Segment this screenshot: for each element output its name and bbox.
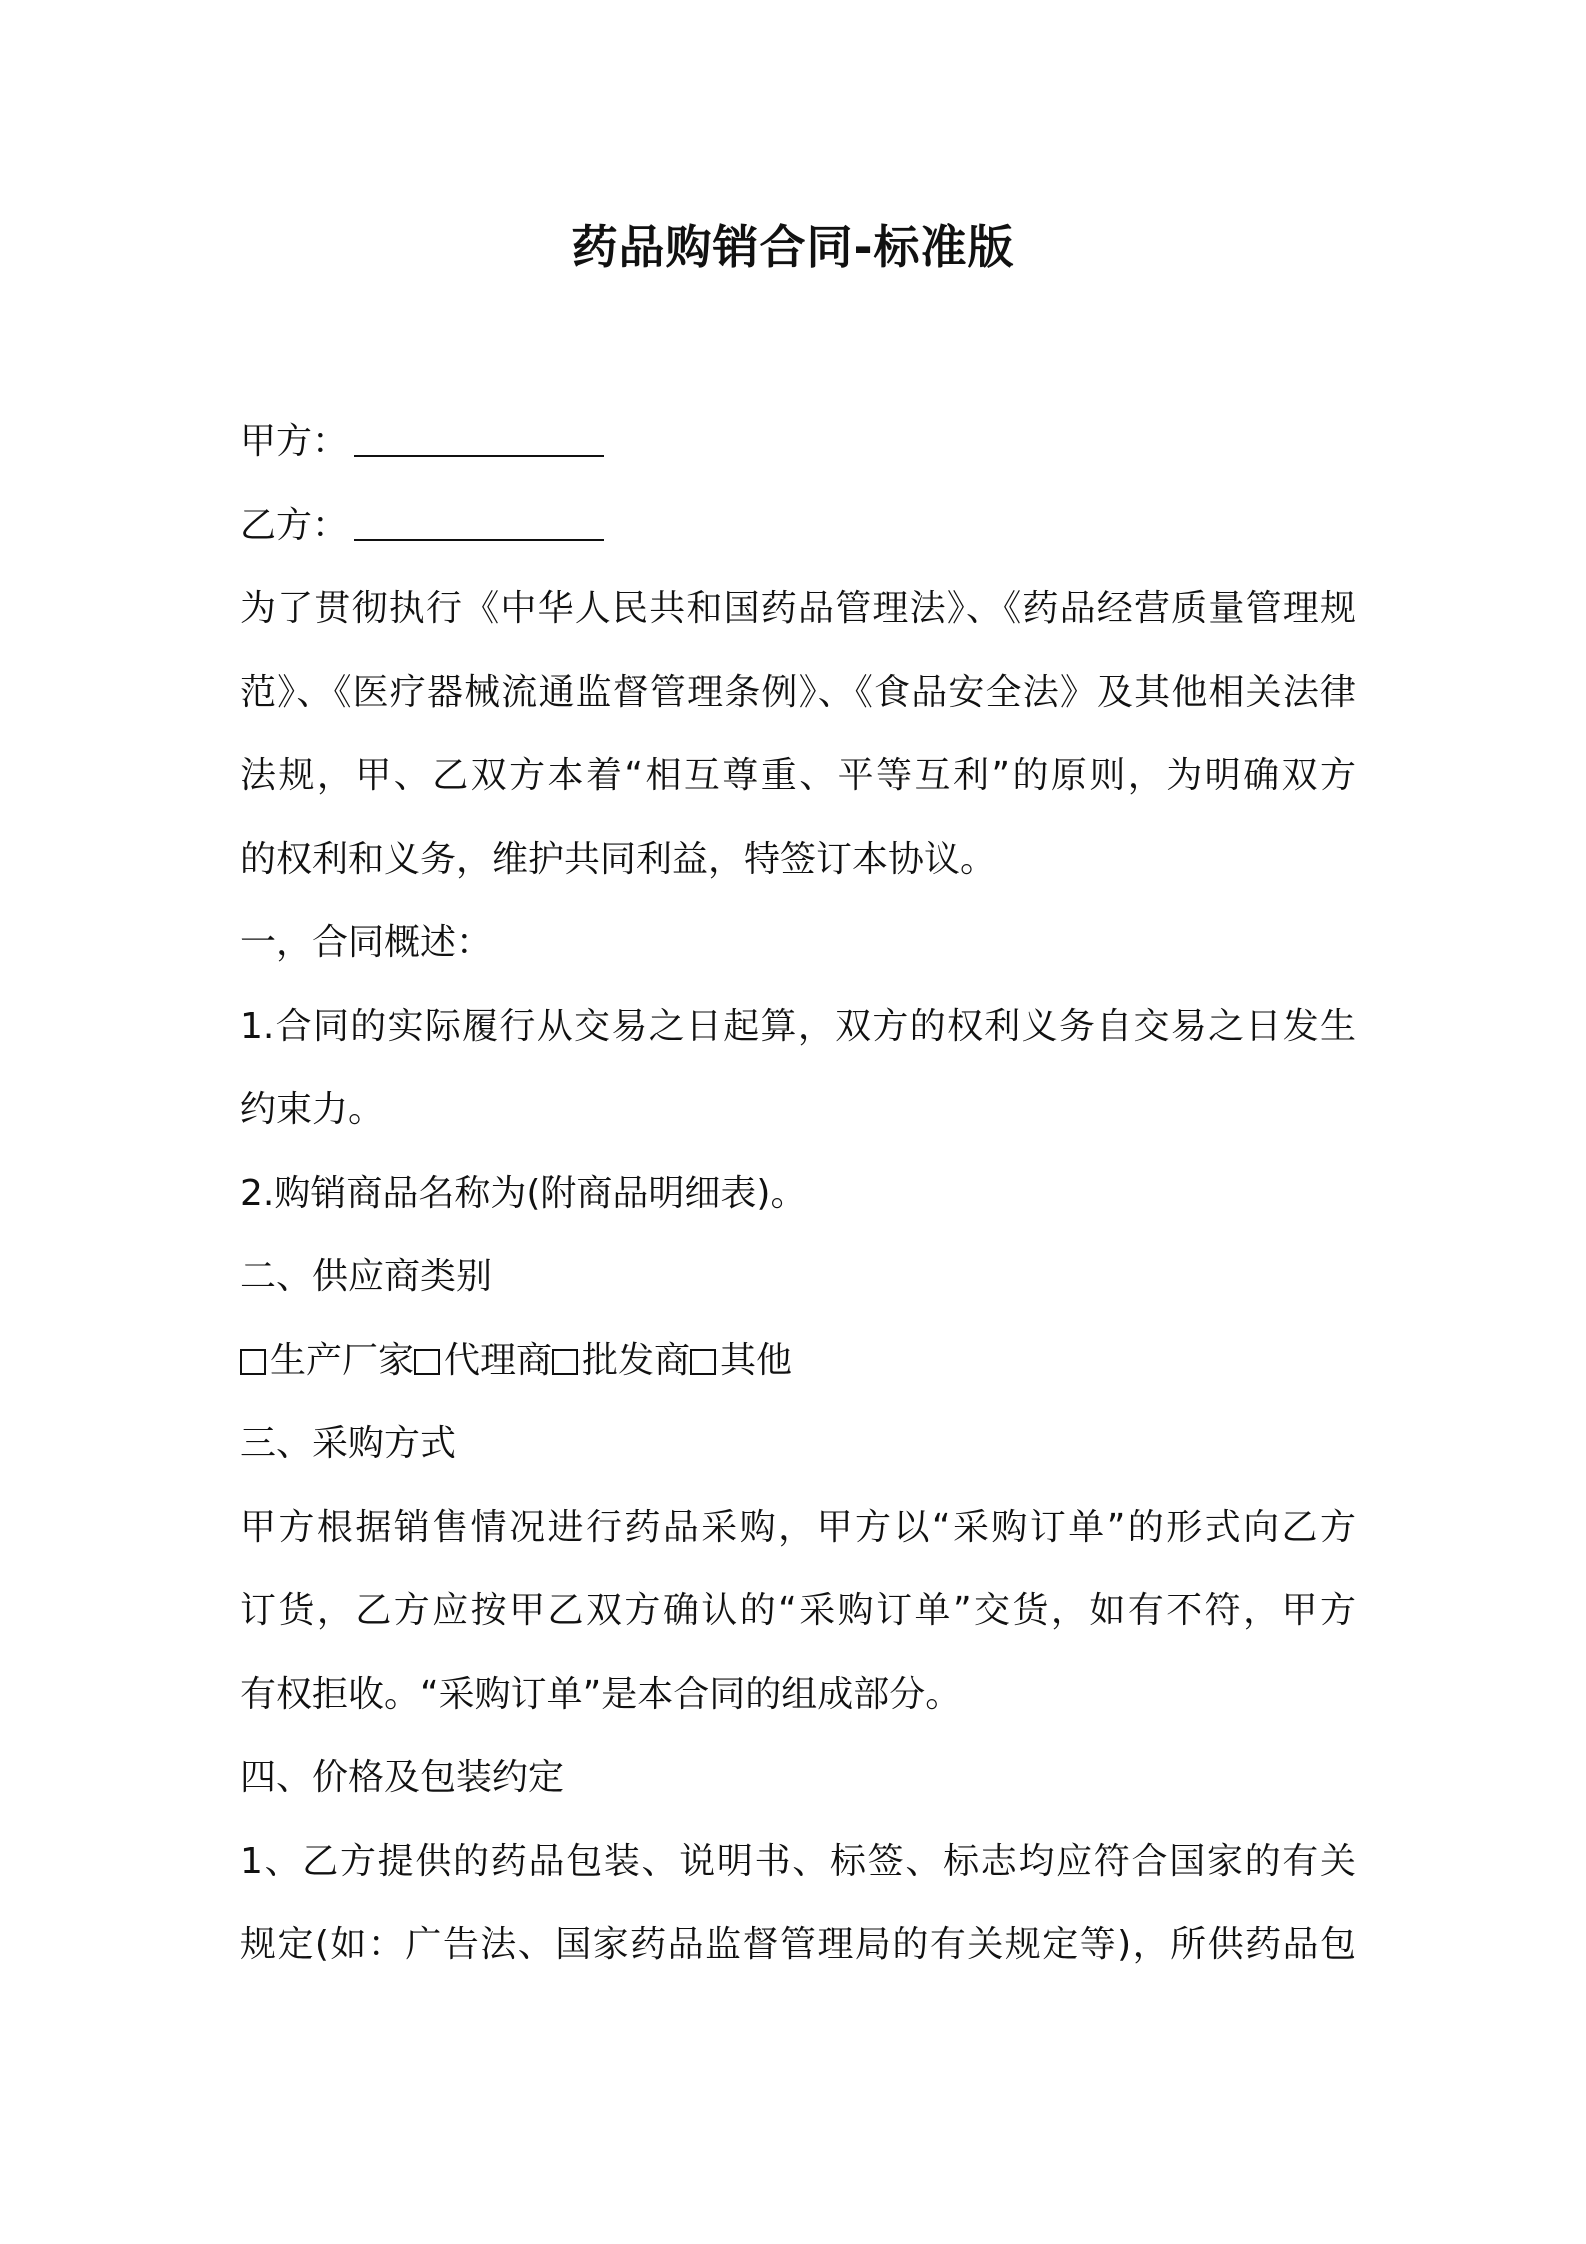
party-b-line [240,484,1356,568]
section-heading: 二、供应商类别 [240,1256,493,1297]
supplier-type-label: 其他 [720,1339,793,1381]
intro-line: 范》、《医疗器械流通监督管理条例》、《食品安全法》及其他相关法律 [240,671,1356,713]
supplier-type-label: 代理商 [444,1339,553,1381]
paragraph-line: 约束力。 [240,1089,385,1130]
paragraph-line: 订货，乙方应按甲乙双方确认的“采购订单”交货，如有不符，甲方 [240,1590,1356,1631]
paragraph-line: 1.合同的实际履行从交易之日起算，双方的权利义务自交易之日发生 [240,1005,1356,1047]
party-a-blank [354,421,604,457]
section-heading: 三、采购方式 [240,1423,457,1464]
paragraph-line: 规定(如：广告法、国家药品监督管理局的有关规定等)，所供药品包 [240,1924,1356,1965]
checkbox-agent[interactable] [414,1349,440,1375]
paragraph-line: 1、乙方提供的药品包装、说明书、标签、标志均应符合国家的有关 [240,1840,1356,1882]
supplier-type-label: 生产厂家 [270,1339,415,1381]
party-b-blank [354,505,604,541]
paragraph-line: 甲方根据销售情况进行药品采购，甲方以“采购订单”的形式向乙方 [240,1506,1356,1548]
document-body [240,400,1356,1987]
checkbox-manufacturer[interactable] [240,1349,266,1375]
document-title: 药品购销合同-标准版 [571,220,1015,274]
checkbox-wholesaler[interactable] [552,1349,578,1375]
section-heading: 一，合同概述： [240,922,493,963]
checkbox-other[interactable] [690,1349,716,1375]
party-a-label: 甲方： [240,421,349,462]
intro-line: 的权利和义务，维护共同利益，特签订本协议。 [240,838,997,880]
intro-line: 为了贯彻执行《中华人民共和国药品管理法》、《药品经营质量管理规 [240,588,1356,629]
section-heading: 四、价格及包装约定 [240,1757,565,1798]
party-b-label: 乙方： [240,504,349,546]
intro-line: 法规，甲、乙双方本着“相互尊重、平等互利”的原则，为明确双方 [240,755,1356,796]
paragraph-line: 有权拒收。“采购订单”是本合同的组成部分。 [240,1673,962,1715]
supplier-type-options [240,1319,1356,1403]
paragraph-line: 2.购销商品名称为(附商品明细表)。 [240,1172,807,1214]
supplier-type-label: 批发商 [582,1339,691,1381]
party-a-line [240,400,1356,484]
